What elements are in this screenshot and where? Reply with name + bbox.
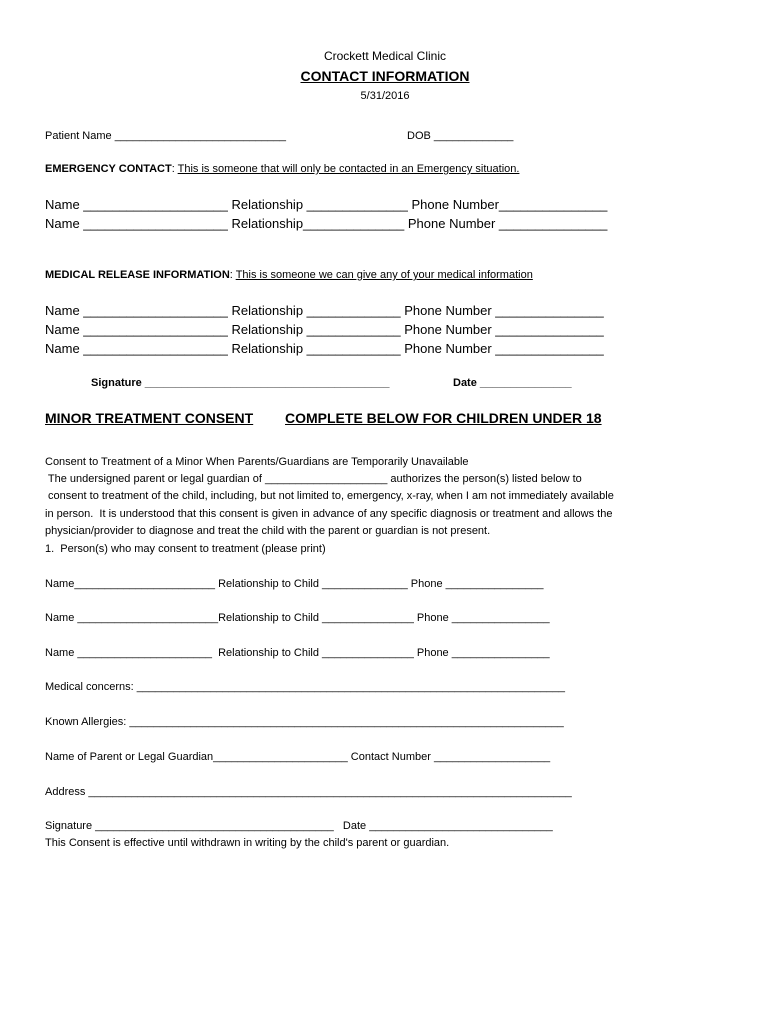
dob-field[interactable]: DOB _____________ — [407, 130, 514, 142]
emergency-contact-row-1[interactable]: Name ____________________ Relationship ______________ Phone Number_______________ — [45, 197, 608, 212]
medical-release-row-3[interactable]: Name ____________________ Relationship _____________ Phone Number _______________ — [45, 341, 604, 356]
consent-paragraph-line: The undersigned parent or legal guardian of ____________________ authorizes the person(s) listed below to — [45, 473, 582, 485]
release-signature-field[interactable]: Signature ________________________________________ — [91, 377, 390, 389]
medical-release-row-1[interactable]: Name ____________________ Relationship _____________ Phone Number _______________ — [45, 303, 604, 318]
consent-paragraph-line: physician/provider to diagnose and treat the child with the parent or guardian is not present. — [45, 525, 491, 537]
parent-guardian-field[interactable]: Name of Parent or Legal Guardian______________________ Contact Number ___________________ — [45, 751, 551, 763]
page-title: CONTACT INFORMATION — [300, 68, 470, 84]
emergency-contact-row-2[interactable]: Name ____________________ Relationship______________ Phone Number _______________ — [45, 216, 608, 231]
medical-concerns-field[interactable]: Medical concerns: ______________________________________________________________________ — [45, 681, 565, 693]
emergency-contact-label: EMERGENCY CONTACT — [45, 163, 172, 175]
address-field[interactable]: Address _______________________________________________________________________________ — [45, 786, 572, 798]
form-date: 5/31/2016 — [360, 90, 410, 102]
consent-persons-instruction: 1. Person(s) who may consent to treatment (please print) — [45, 543, 326, 555]
consent-person-row-1[interactable]: Name_______________________ Relationship to Child ______________ Phone ________________ — [45, 578, 544, 590]
patient-name-field[interactable]: Patient Name ____________________________ — [45, 130, 286, 142]
minor-consent-heading: MINOR TREATMENT CONSENT — [45, 410, 254, 426]
consent-person-row-2[interactable]: Name _______________________Relationship to Child _______________ Phone ________________ — [45, 612, 550, 624]
consent-paragraph-line: consent to treatment of the child, including, but not limited to, emergency, x-ray, when I am not immediately available — [45, 490, 614, 502]
medical-release-row-2[interactable]: Name ____________________ Relationship _____________ Phone Number _______________ — [45, 322, 604, 337]
emergency-contact-heading — [45, 163, 519, 176]
emergency-contact-desc: This is someone that will only be contacted in an Emergency situation. — [177, 163, 520, 175]
clinic-name: Crockett Medical Clinic — [323, 49, 447, 63]
emergency-contact-sep: : — [171, 163, 178, 175]
minor-consent-subheading: COMPLETE BELOW FOR CHILDREN UNDER 18 — [285, 410, 602, 426]
consent-signature-field[interactable]: Signature _______________________________________ Date ______________________________ — [45, 820, 553, 832]
medical-release-desc: This is someone we can give any of your medical information — [235, 269, 533, 281]
medical-release-sep: : — [229, 269, 236, 281]
consent-paragraph-line: in person. It is understood that this consent is given in advance of any specific diagnosis or treatment and allows the — [45, 508, 613, 520]
medical-release-heading — [45, 269, 533, 282]
known-allergies-field[interactable]: Known Allergies: _______________________________________________________________________ — [45, 716, 564, 728]
release-date-field[interactable]: Date _______________ — [453, 377, 572, 389]
consent-person-row-3[interactable]: Name ______________________ Relationship to Child _______________ Phone ________________ — [45, 647, 550, 659]
consent-footer-note: This Consent is effective until withdrawn in writing by the child's parent or guardian. — [45, 837, 450, 849]
medical-release-label: MEDICAL RELEASE INFORMATION — [45, 269, 230, 281]
consent-paragraph-line: Consent to Treatment of a Minor When Parents/Guardians are Temporarily Unavailable — [45, 456, 469, 468]
